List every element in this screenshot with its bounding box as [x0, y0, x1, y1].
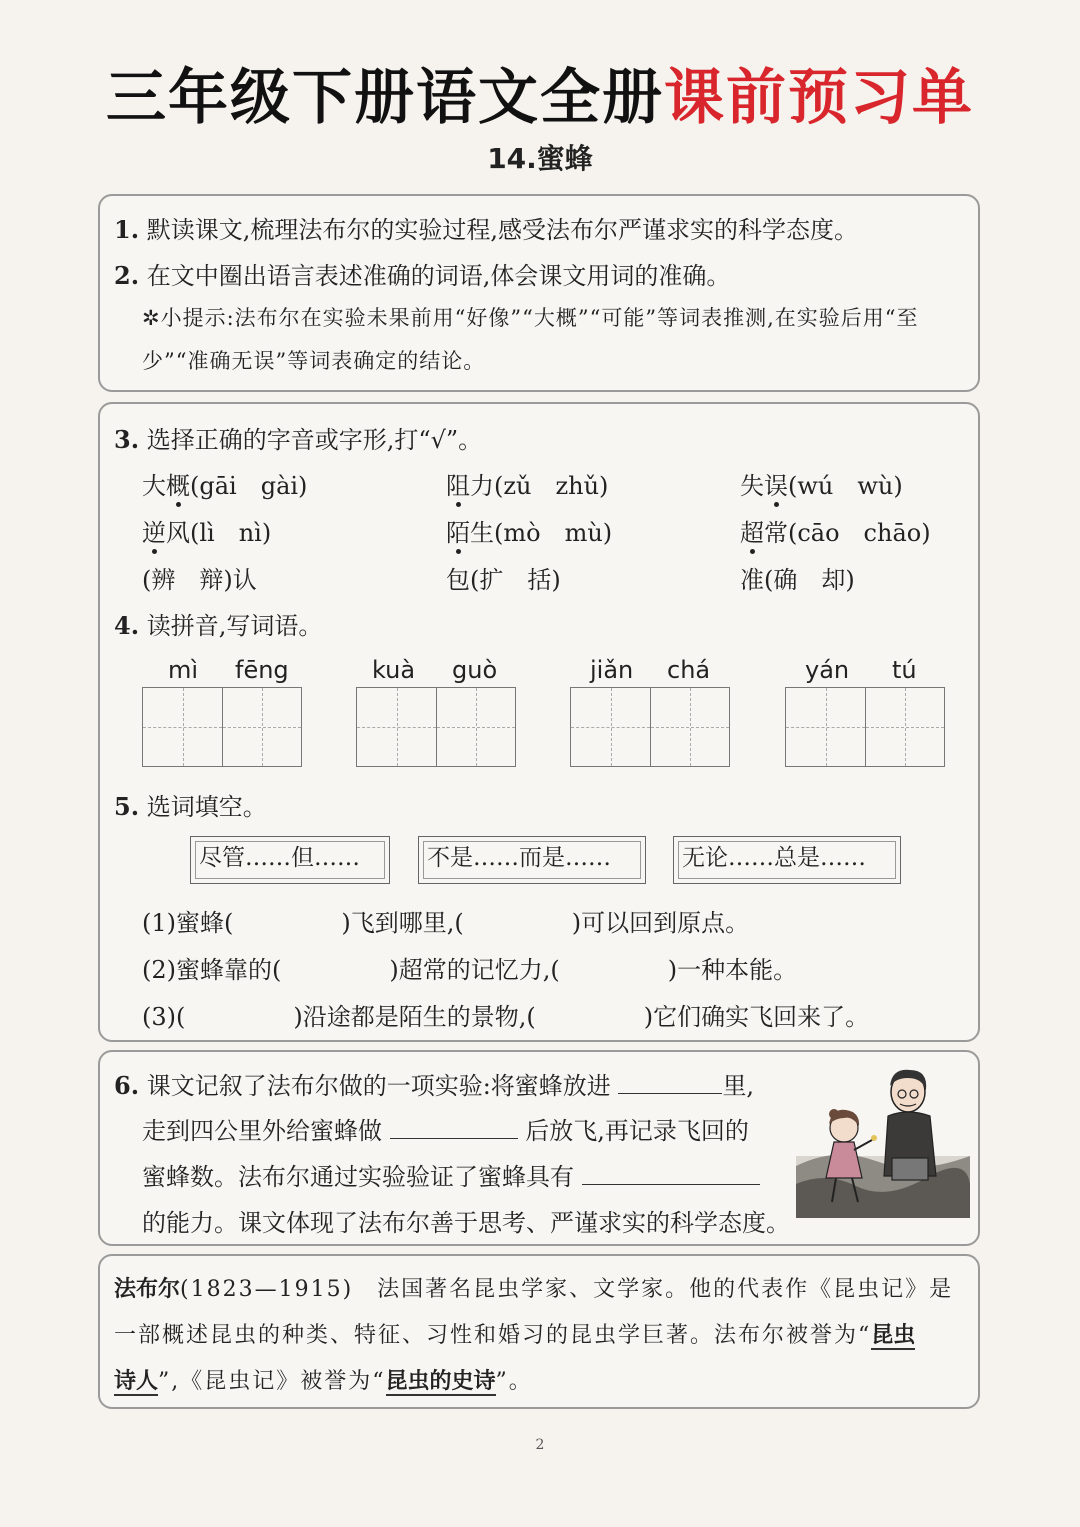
page-number: 2 — [535, 1437, 545, 1453]
hint-line-2: 少”“准确无误”等词表确定的结论。 — [142, 349, 486, 373]
pinyin-label: yán — [805, 656, 850, 684]
q6-line-3: 蜜蜂数。法布尔通过实验验证了蜜蜂具有 — [142, 1157, 760, 1192]
note-line-2: 一部概述昆虫的种类、特征、习性和婚习的昆虫学巨著。法布尔被誉为“昆虫 — [114, 1323, 916, 1348]
q6-line-2: 走到四公里外给蜜蜂做 后放飞,再记录飞回的 — [142, 1117, 749, 1145]
pinyin-label: chá — [667, 656, 711, 684]
pinyin-label: jiǎn — [590, 656, 634, 684]
fill-sentence-3: (3)( )沿途都是陌生的景物,( )它们确实飞回来了。 — [142, 1003, 870, 1031]
lesson-title: 14.蜜蜂 — [487, 142, 593, 175]
question-2: 2. 在文中圈出语言表述准确的词语,体会课文用词的准确。 — [114, 261, 731, 290]
pinyin-label: mì — [168, 656, 199, 684]
pinyin-label: fēng — [235, 656, 289, 684]
answer-blank[interactable] — [618, 1071, 722, 1094]
choice-item[interactable]: 包(扩 括) — [446, 566, 561, 594]
title-red-part: 课前预习单 — [664, 63, 974, 133]
writing-grid[interactable] — [356, 687, 516, 767]
answer-blank[interactable] — [390, 1116, 518, 1139]
choice-item[interactable]: 逆风(lì nì) — [142, 513, 271, 548]
question-5: 5. 选词填空。 — [114, 792, 267, 821]
choice-item[interactable]: 超常(cāo chāo) — [740, 513, 931, 548]
hint-line-1: ✲小提示:法布尔在实验未果前用“好像”“大概”“可能”等词表推测,在实验后用“至 — [142, 306, 919, 330]
q6-line-1: 6. 课文记叙了法布尔做的一项实验:将蜜蜂放进 里, — [114, 1071, 755, 1100]
pinyin-label: guò — [452, 656, 498, 684]
note-line-3: 诗人”,《昆虫记》被誉为“昆虫的史诗”。 — [114, 1369, 533, 1394]
fabre-and-girl-illustration — [796, 1066, 970, 1218]
question-4: 4. 读拼音,写词语。 — [114, 611, 323, 640]
title-black-part: 三年级下册语文全册 — [106, 63, 664, 133]
pinyin-label: kuà — [372, 656, 416, 684]
fill-sentence-2: (2)蜜蜂靠的( )超常的记忆力,( )一种本能。 — [142, 956, 798, 984]
choice-item[interactable]: 大概(gāi gài) — [142, 466, 307, 501]
writing-grid[interactable] — [785, 687, 945, 767]
note-line-1: 法布尔(1823—1915) 法国著名昆虫学家、文学家。他的代表作《昆虫记》是 — [114, 1277, 954, 1302]
pinyin-label: tú — [892, 656, 917, 684]
choice-item[interactable]: 阻力(zǔ zhǔ) — [446, 466, 608, 501]
question-1: 1. 默读课文,梳理法布尔的实验过程,感受法布尔严谨求实的科学态度。 — [114, 215, 858, 244]
page-title — [0, 50, 1080, 136]
q6-line-4: 的能力。课文体现了法布尔善于思考、严谨求实的科学态度。 — [142, 1209, 790, 1237]
choice-item[interactable]: 陌生(mò mù) — [446, 513, 612, 548]
word-option: 无论……总是…… — [673, 836, 901, 884]
question-3: 3. 选择正确的字音或字形,打“√”。 — [114, 425, 483, 454]
writing-grid[interactable] — [570, 687, 730, 767]
choice-item[interactable]: 失误(wú wù) — [740, 466, 903, 501]
fill-sentence-1: (1)蜜蜂( )飞到哪里,( )可以回到原点。 — [142, 909, 750, 937]
answer-blank[interactable] — [582, 1162, 760, 1185]
choice-item[interactable]: 准(确 却) — [740, 566, 855, 594]
word-option: 不是……而是…… — [418, 836, 646, 884]
word-option: 尽管……但…… — [190, 836, 390, 884]
writing-grid[interactable] — [142, 687, 302, 767]
choice-item[interactable]: (辨 辩)认 — [142, 566, 257, 594]
